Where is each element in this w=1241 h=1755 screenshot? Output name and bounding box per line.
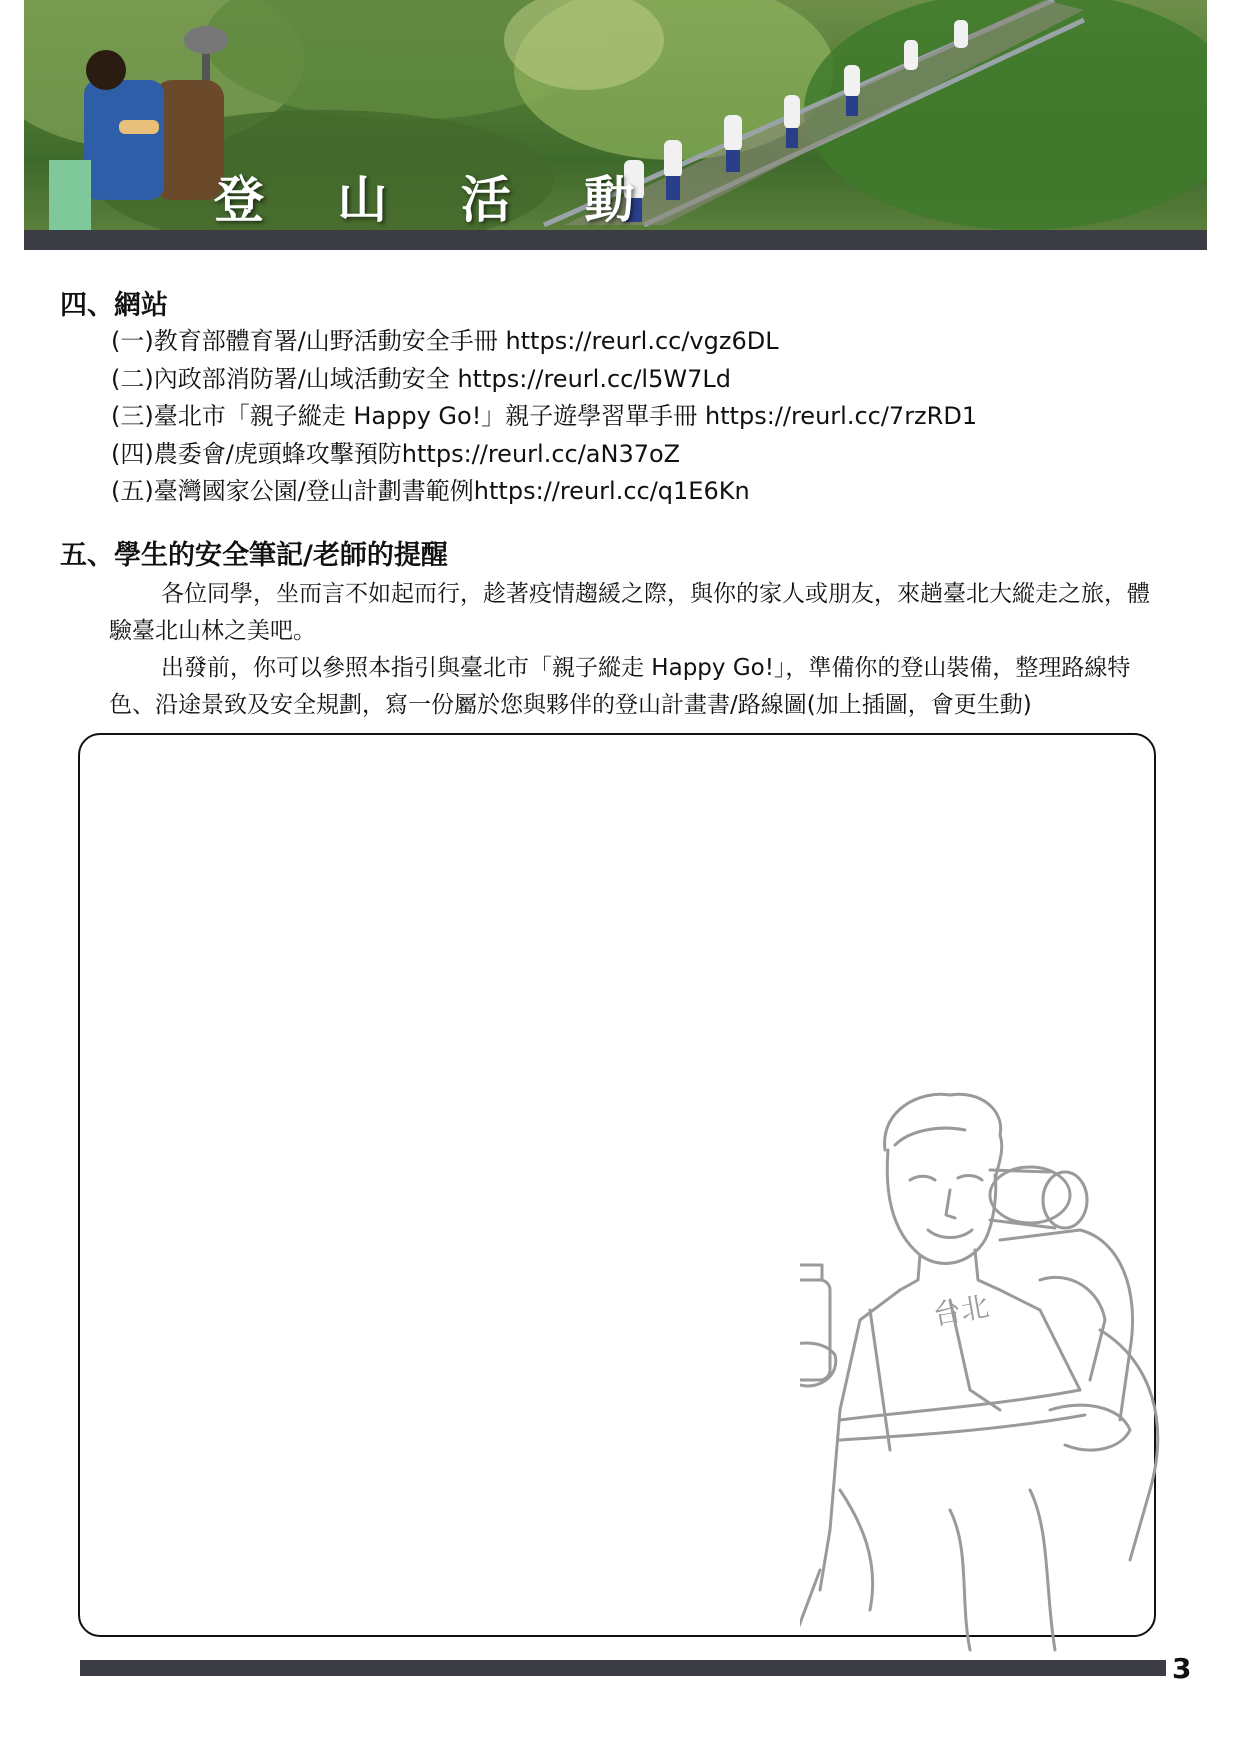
- header-divider-bar: [24, 230, 1207, 250]
- backpack-text: 台北: [930, 1289, 992, 1332]
- header-banner: [24, 0, 1207, 230]
- website-list: [111, 323, 977, 511]
- website-item[interactable]: (四)農委會/虎頭蜂攻擊預防https://reurl.cc/aN37oZ: [111, 439, 681, 468]
- website-item[interactable]: (五)臺灣國家公園/登山計劃書範例https://reurl.cc/q1E6Kn: [111, 477, 750, 505]
- paragraph-instructions: 出發前，你可以參照本指引與臺北市「親子縱走 Happy Go!」，準備你的登山裝備，整理路線特色、沿途景致及安全規劃，寫一份屬於您與夥伴的登山計畫書/路線圖(加上插圖，會更生動): [109, 655, 1131, 718]
- section-heading-websites: 四、網站: [60, 290, 168, 321]
- accent-block: [49, 160, 91, 240]
- banner-title: 登 山 活 動: [214, 171, 663, 229]
- page-number: 3: [1172, 1652, 1192, 1685]
- paragraph-intro: 各位同學，坐而言不如起而行，趁著疫情趨緩之際，與你的家人或朋友，來趟臺北大縱走之旅，體驗臺北山林之美吧。: [109, 581, 1150, 644]
- hiker-illustration-icon: [800, 1090, 1190, 1670]
- section-heading-safety-notes: 五、學生的安全筆記/老師的提醒: [60, 540, 448, 571]
- website-item[interactable]: (二)內政部消防署/山域活動安全 https://reurl.cc/l5W7Ld: [111, 364, 731, 393]
- website-item[interactable]: (一)教育部體育署/山野活動安全手冊 https://reurl.cc/vgz6DL: [111, 327, 779, 355]
- footer-bar: [80, 1660, 1166, 1676]
- website-item[interactable]: (三)臺北市「親子縱走 Happy Go!」親子遊學習單手冊 https://reurl.cc/7rzRD1: [111, 402, 978, 430]
